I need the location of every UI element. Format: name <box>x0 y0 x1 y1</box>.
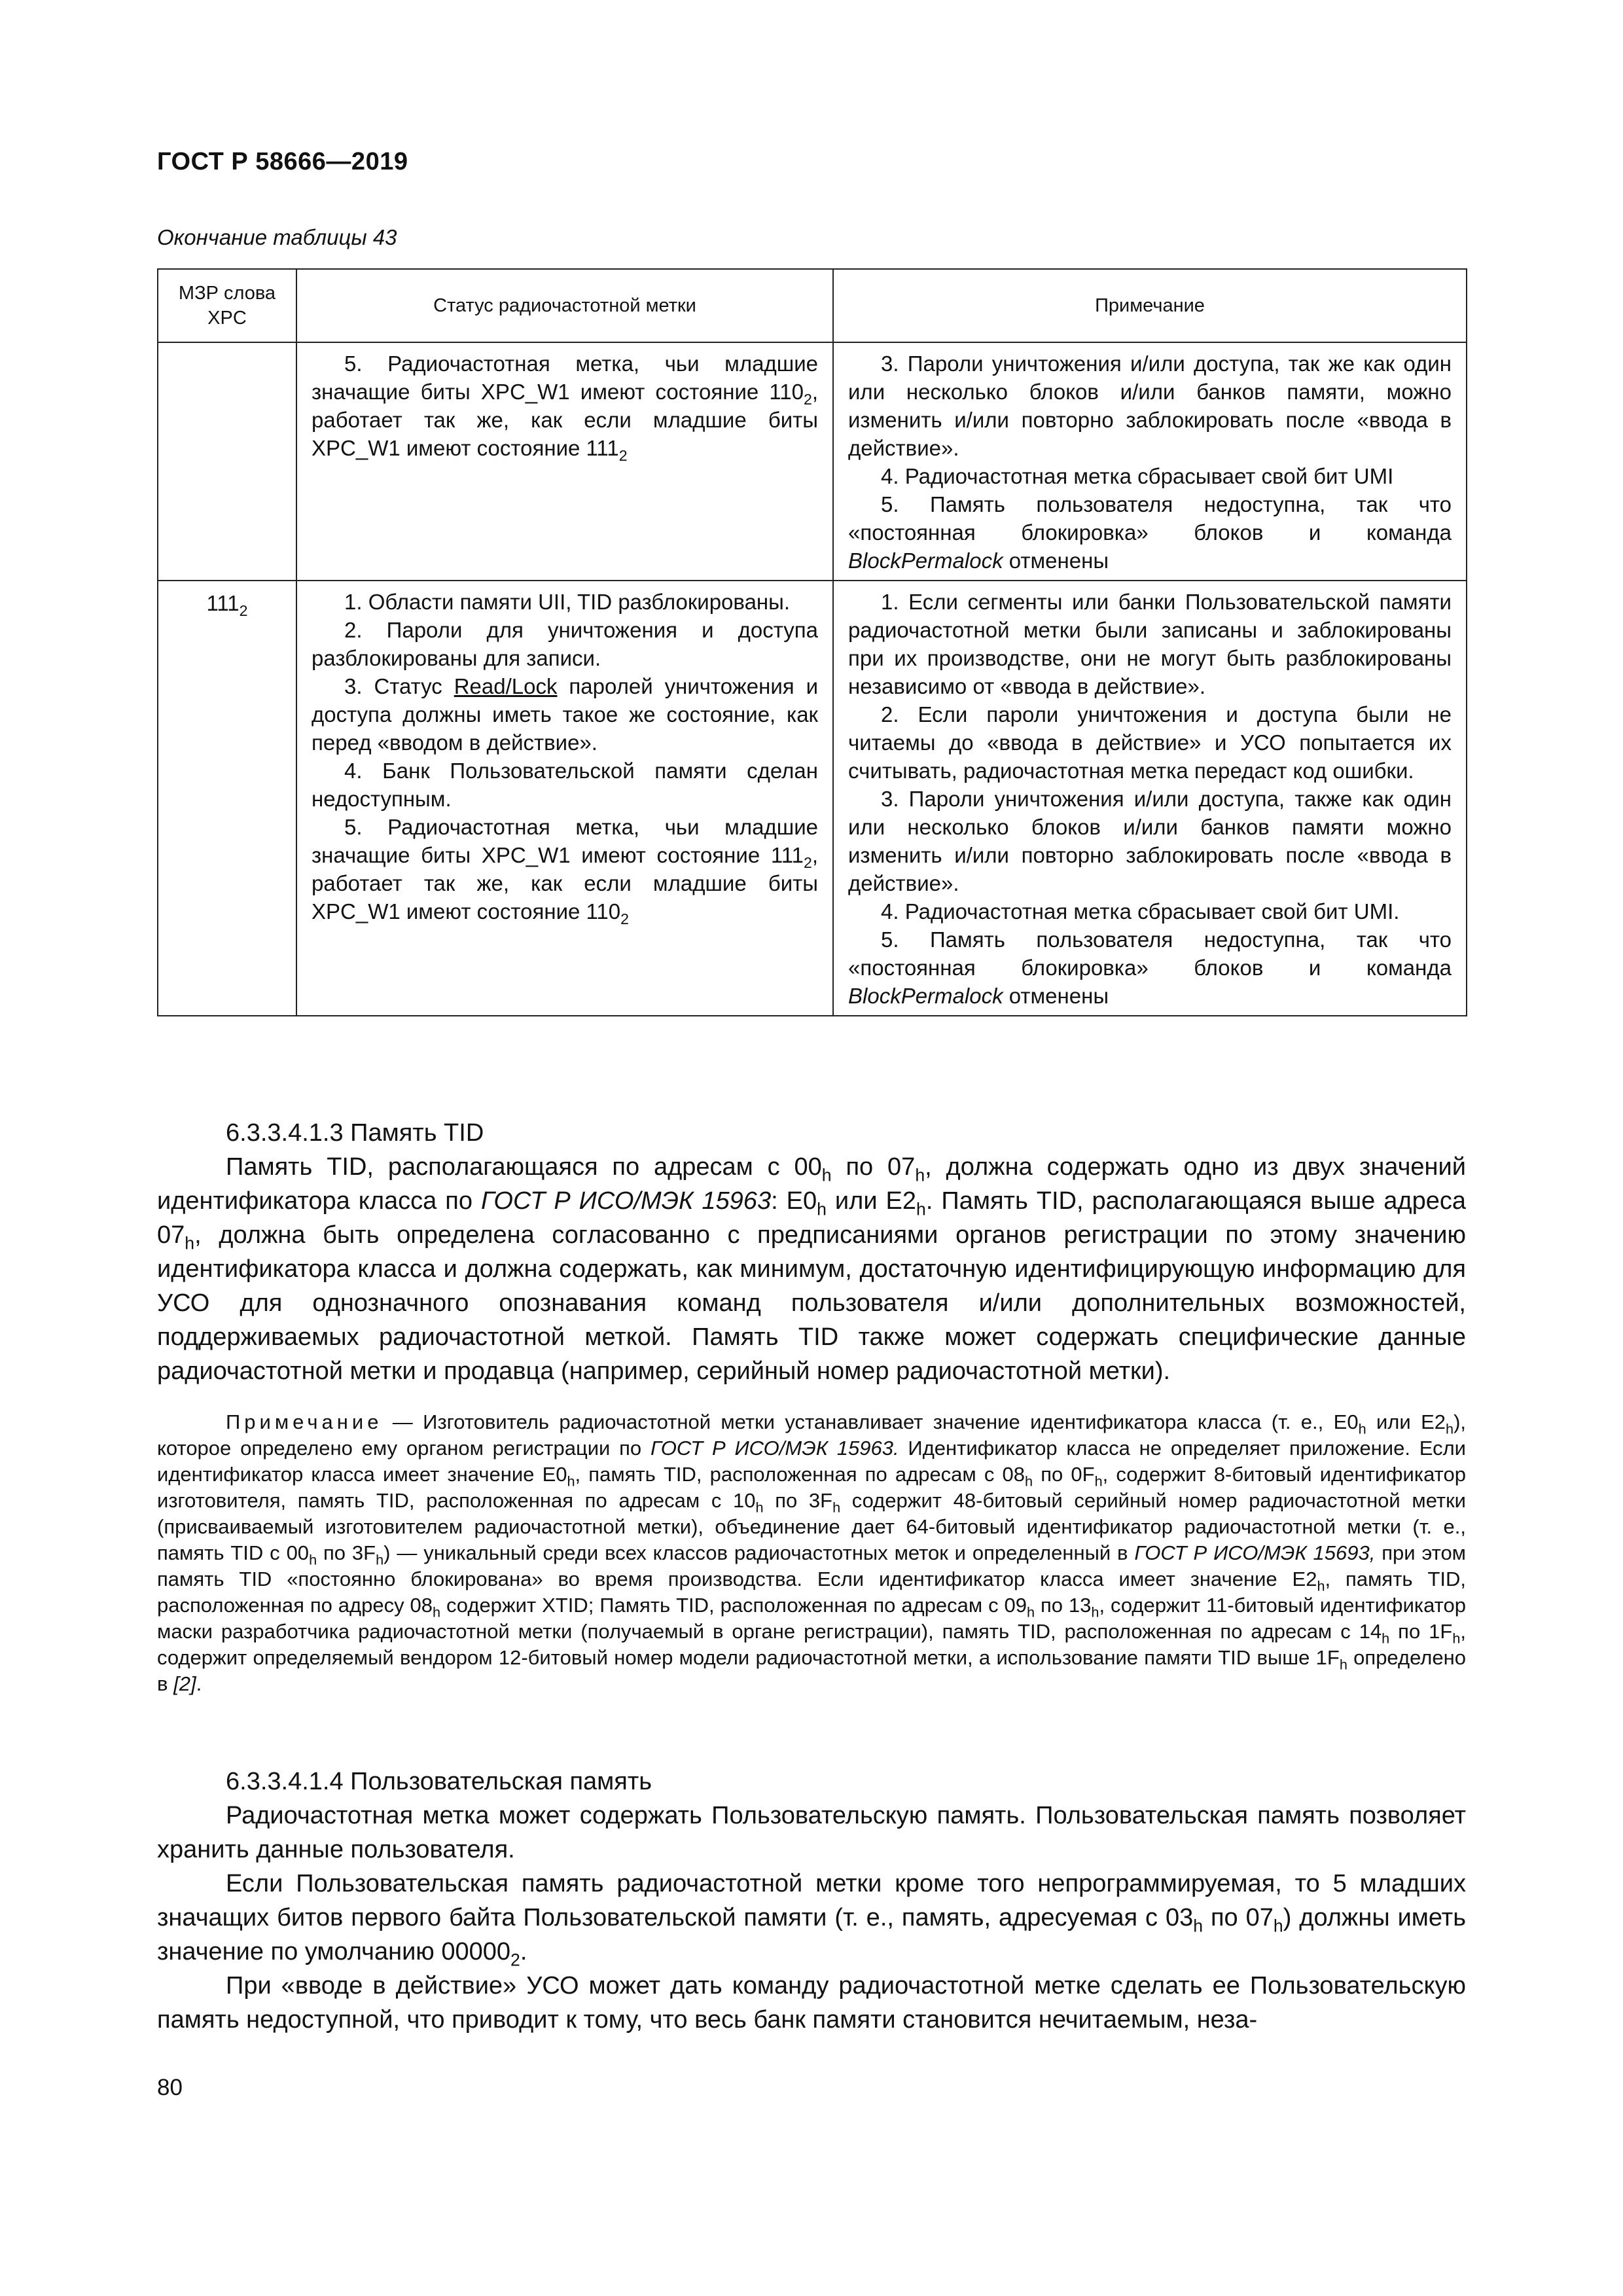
section-heading: 6.3.3.4.1.4 Пользовательская память <box>226 1768 652 1795</box>
status-cell <box>296 581 833 1016</box>
status-item: 4. Банк Пользовательской памяти сделан недоступным. <box>312 759 818 811</box>
page-number: 80 <box>157 2075 183 2100</box>
table-row <box>158 581 1467 1016</box>
paragraph: При «вводе в действие» УСО может дать команду радиочастотной метке сделать ее Пользовательскую память недоступной, что приводит к тому, что весь банк памяти становится нечитаемым, неза- <box>157 1972 1466 2034</box>
section-tid <box>157 1116 1466 1388</box>
table-header-row <box>158 269 1467 342</box>
note-paragraph: Примечание — Изготовитель радиочастотной метки устанавливает значение идентификатора класса (т. е., $E0_h$ или $E2_h$), которое определено ему органом регистрации по ГОСТ Р ИСО/МЭК 15963. Идентификатор класса не определяет приложение. Если идентификатор класса имеет значение $E0_h$, память TID, расположенная по адресам с $08_h$ по $0F_h$, содержит 8-битовый идентификатор изготовителя, память TID, расположенная по адресам с $10_h$ по $3F_h$ содержит 48-битовый серийный номер радиочастотной метки (присваиваемый изготовителем радиочастотной метки), объединение дает 64-битовый идентификатор радиочастотной метки (т. е., память TID с $00_h$ по $3F_h$) — уникальный среди всех классов радиочастотных меток и определенный в ГОСТ Р ИСО/МЭК 15693, при этом память TID «постоянно блокирована» во время производства. Если идентификатор класса имеет значение $E2_h$, память TID, расположенная по адресу $08_h$ содержит XTID; Память TID, расположенная по адресам с $09_h$ по $13_h$, содержит 11-битовый идентификатор маски разработчика радиочастотной метки (получаемый в органе регистрации), память TID, расположенная по адресам с $14_h$ по $1F_h$, содержит определяемый вендором 12-битовый номер модели радиочастотной метки, а использование памяти TID выше $1F_h$ определено в [2]. <box>157 1410 1467 1695</box>
note-item: 5. Память пользователя недоступна, так что «постоянная блокировка» блоков и команда BlockPermalock отменены <box>848 927 1452 1008</box>
section-user-memory <box>157 1765 1466 2037</box>
column-header-note: Примечание <box>833 269 1467 342</box>
status-item: 5. Радиочастотная метка, чьи младшие значащие биты XPC_W1 имеют состояние $111_2$, работает так же, как если младшие биты XPC_W1 имеют состояние $110_2$ <box>312 815 818 928</box>
note-item: 3. Пароли уничтожения и/или доступа, также как один или несколько блоков и/или банков памяти можно изменить и/или повторно заблокировать после «ввода в действие». <box>848 787 1452 895</box>
note-block <box>157 1409 1466 1697</box>
status-item: 5. Радиочастотная метка, чьи младшие значащие биты XPC_W1 имеют состояние $110_2$, работает так же, как если младшие биты XPC_W1 имеют состояние $111_2$ <box>312 351 818 465</box>
note-cell <box>833 342 1467 581</box>
note-label: Примечание <box>226 1410 383 1433</box>
table-row <box>158 342 1467 581</box>
paragraph: Радиочастотная метка может содержать Пользовательскую память. Пользовательская память позволяет хранить данные пользователя. <box>157 1802 1466 1863</box>
table-caption: Окончание таблицы 43 <box>157 225 397 249</box>
document-header: ГОСТ Р 58666—2019 <box>157 148 408 175</box>
note-item: 5. Память пользователя недоступна, так что «постоянная блокировка» блоков и команда BlockPermalock отменены <box>848 492 1452 573</box>
msr-cell: $111_2$ <box>158 581 296 1016</box>
paragraph: Если Пользовательская память радиочастотной метки кроме того непрограммируемая, то 5 младших значащих битов первого байта Пользовательской памяти (т. е., память, адресуемая с $03_h$ по $07_h$) должны иметь значение по умолчанию $00000_2$. <box>157 1870 1467 1970</box>
paragraph: Память TID, располагающаяся по адресам с $00_h$ по $07_h$, должна содержать одно из двух значений идентификатора класса по ГОСТ Р ИСО/МЭК 15963: $E0_h$ или $E2_h$. Память TID, располагающаяся выше адреса $07_h$, должна быть определена согласованно с предписаниями органов регистрации по этому значению идентификатора класса и должна содержать, как минимум, достаточную идентифицирующую информацию для УСО для однозначного опознавания команд пользователя и/или дополнительных возможностей, поддерживаемых радиочастотной меткой. Память TID также может содержать специфические данные радиочастотной метки и продавца (например, серийный номер радиочастотной метки). <box>157 1153 1466 1385</box>
note-cell <box>833 581 1467 1016</box>
table-43 <box>157 268 1467 1016</box>
status-item: 2. Пароли для уничтожения и доступа разблокированы для записи. <box>312 618 818 670</box>
note-item: 1. Если сегменты или банки Пользовательской памяти радиочастотной метки были записаны и заблокированы при их производстве, они не могут быть разблокированы независимо от «ввода в действие». <box>848 590 1452 698</box>
note-item: 4. Радиочастотная метка сбрасывает свой бит UMI <box>881 464 1394 488</box>
section-heading: 6.3.3.4.1.3 Память TID <box>226 1119 484 1147</box>
column-header-msr: МЗР слова XPC <box>158 269 296 342</box>
msr-cell <box>158 342 296 581</box>
note-item: 4. Радиочастотная метка сбрасывает свой бит UMI. <box>881 899 1400 924</box>
column-header-status: Статус радиочастотной метки <box>296 269 833 342</box>
status-item: 1. Области памяти UII, TID разблокированы. <box>344 590 791 614</box>
status-cell <box>296 342 833 581</box>
note-item: 2. Если пароли уничтожения и доступа были не читаемы до «ввода в действие» и УСО попытается их считывать, радиочастотная метка передаст код ошибки. <box>848 702 1452 783</box>
status-item: 3. Статус Read/Lock паролей уничтожения и доступа должны иметь такое же состояние, как перед «вводом в действие». <box>312 674 818 755</box>
note-item: 3. Пароли уничтожения и/или доступа, так же как один или несколько блоков и/или банков памяти, можно изменить и/или повторно заблокировать после «ввода в действие». <box>848 351 1452 460</box>
